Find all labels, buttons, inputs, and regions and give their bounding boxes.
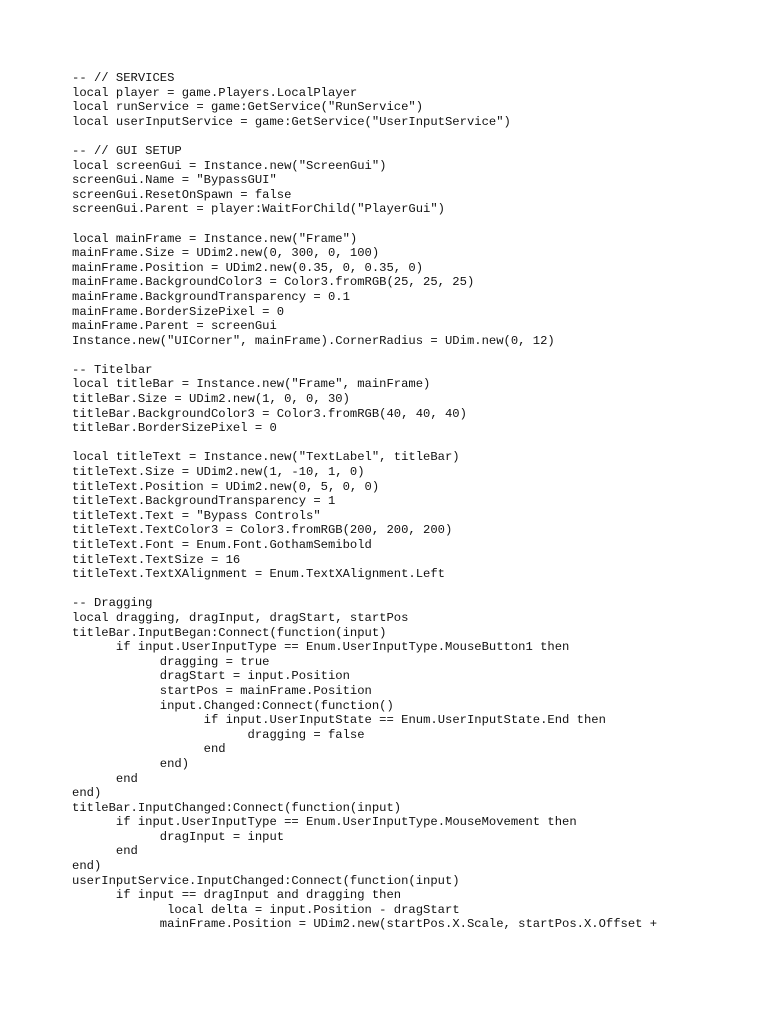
code-line: titleText.Size = UDim2.new(1, -10, 1, 0) [72, 465, 365, 480]
code-line: mainFrame.BackgroundTransparency = 0.1 [72, 289, 350, 304]
code-line: end) [72, 859, 102, 874]
code-line: titleText.TextColor3 = Color3.fromRGB(200, 200, 200) [72, 523, 453, 538]
code-line: if input.UserInputState == Enum.UserInputState.End then [72, 713, 606, 728]
code-line: -- // SERVICES [72, 71, 175, 85]
code-line: titleBar.InputBegan:Connect(function(input) [72, 625, 387, 640]
code-line: local titleBar = Instance.new("Frame", mainFrame) [72, 377, 431, 392]
code-line: local runService = game:GetService("RunService") [72, 100, 424, 115]
code-line: titleText.TextXAlignment = Enum.TextXAlignment.Left [72, 567, 445, 582]
code-line [72, 129, 657, 144]
code-line: end) [72, 786, 102, 801]
code-line: end [72, 742, 226, 757]
code-line [72, 582, 657, 597]
code-line: if input == dragInput and dragging then [72, 888, 402, 903]
code-line: titleText.TextSize = 16 [72, 552, 241, 567]
code-line: screenGui.Parent = player:WaitForChild("PlayerGui") [72, 202, 445, 217]
code-line: mainFrame.BackgroundColor3 = Color3.fromRGB(25, 25, 25) [72, 275, 475, 290]
code-line: dragInput = input [72, 829, 285, 844]
code-line: end [72, 771, 138, 786]
code-line: titleText.Text = "Bypass Controls" [72, 508, 321, 523]
code-line: mainFrame.Position = UDim2.new(0.35, 0, 0.35, 0) [72, 260, 424, 275]
code-line: local delta = input.Position - dragStart [72, 902, 460, 917]
code-line: end) [72, 756, 190, 771]
code-line: local screenGui = Instance.new("ScreenGui") [72, 158, 387, 173]
code-line: -- // GUI SETUP [72, 143, 182, 158]
code-line: -- Titelbar [72, 362, 153, 377]
code-line: mainFrame.Parent = screenGui [72, 319, 277, 334]
code-line: titleBar.InputChanged:Connect(function(input) [72, 800, 402, 815]
code-line: dragStart = input.Position [72, 669, 350, 684]
code-line: if input.UserInputType == Enum.UserInputType.MouseButton1 then [72, 640, 570, 655]
code-line [72, 217, 657, 232]
code-line [72, 348, 657, 363]
code-line: mainFrame.Size = UDim2.new(0, 300, 0, 100) [72, 246, 380, 261]
code-line: titleText.BackgroundTransparency = 1 [72, 494, 336, 509]
code-line: Instance.new("UICorner", mainFrame).CornerRadius = UDim.new(0, 12) [72, 333, 555, 348]
code-line: startPos = mainFrame.Position [72, 683, 372, 698]
code-line: titleBar.Size = UDim2.new(1, 0, 0, 30) [72, 392, 350, 407]
code-line: -- Dragging [72, 596, 153, 611]
code-line: local player = game.Players.LocalPlayer [72, 85, 358, 100]
code-line: userInputService.InputChanged:Connect(function(input) [72, 873, 460, 888]
code-line: screenGui.Name = "BypassGUI" [72, 173, 277, 188]
code-line: screenGui.ResetOnSpawn = false [72, 187, 292, 202]
code-line: titleBar.BackgroundColor3 = Color3.fromRGB(40, 40, 40) [72, 406, 467, 421]
code-line: input.Changed:Connect(function() [72, 698, 394, 713]
code-line: dragging = false [72, 727, 365, 742]
code-line: if input.UserInputType == Enum.UserInputType.MouseMovement then [72, 815, 577, 830]
code-line: local userInputService = game:GetService("UserInputService") [72, 114, 511, 129]
code-line: end [72, 844, 138, 859]
code-line: mainFrame.Position = UDim2.new(startPos.X.Scale, startPos.X.Offset + [72, 917, 658, 932]
code-line [72, 436, 657, 451]
code-line: titleBar.BorderSizePixel = 0 [72, 421, 277, 436]
code-line: local dragging, dragInput, dragStart, startPos [72, 610, 409, 625]
code-block [72, 71, 657, 932]
code-line: titleText.Font = Enum.Font.GothamSemibold [72, 538, 372, 552]
code-line: mainFrame.BorderSizePixel = 0 [72, 304, 285, 319]
code-line: local titleText = Instance.new("TextLabel", titleBar) [72, 450, 460, 465]
code-line: dragging = true [72, 654, 270, 669]
code-line: local mainFrame = Instance.new("Frame") [72, 231, 358, 246]
code-line: titleText.Position = UDim2.new(0, 5, 0, 0) [72, 479, 380, 494]
